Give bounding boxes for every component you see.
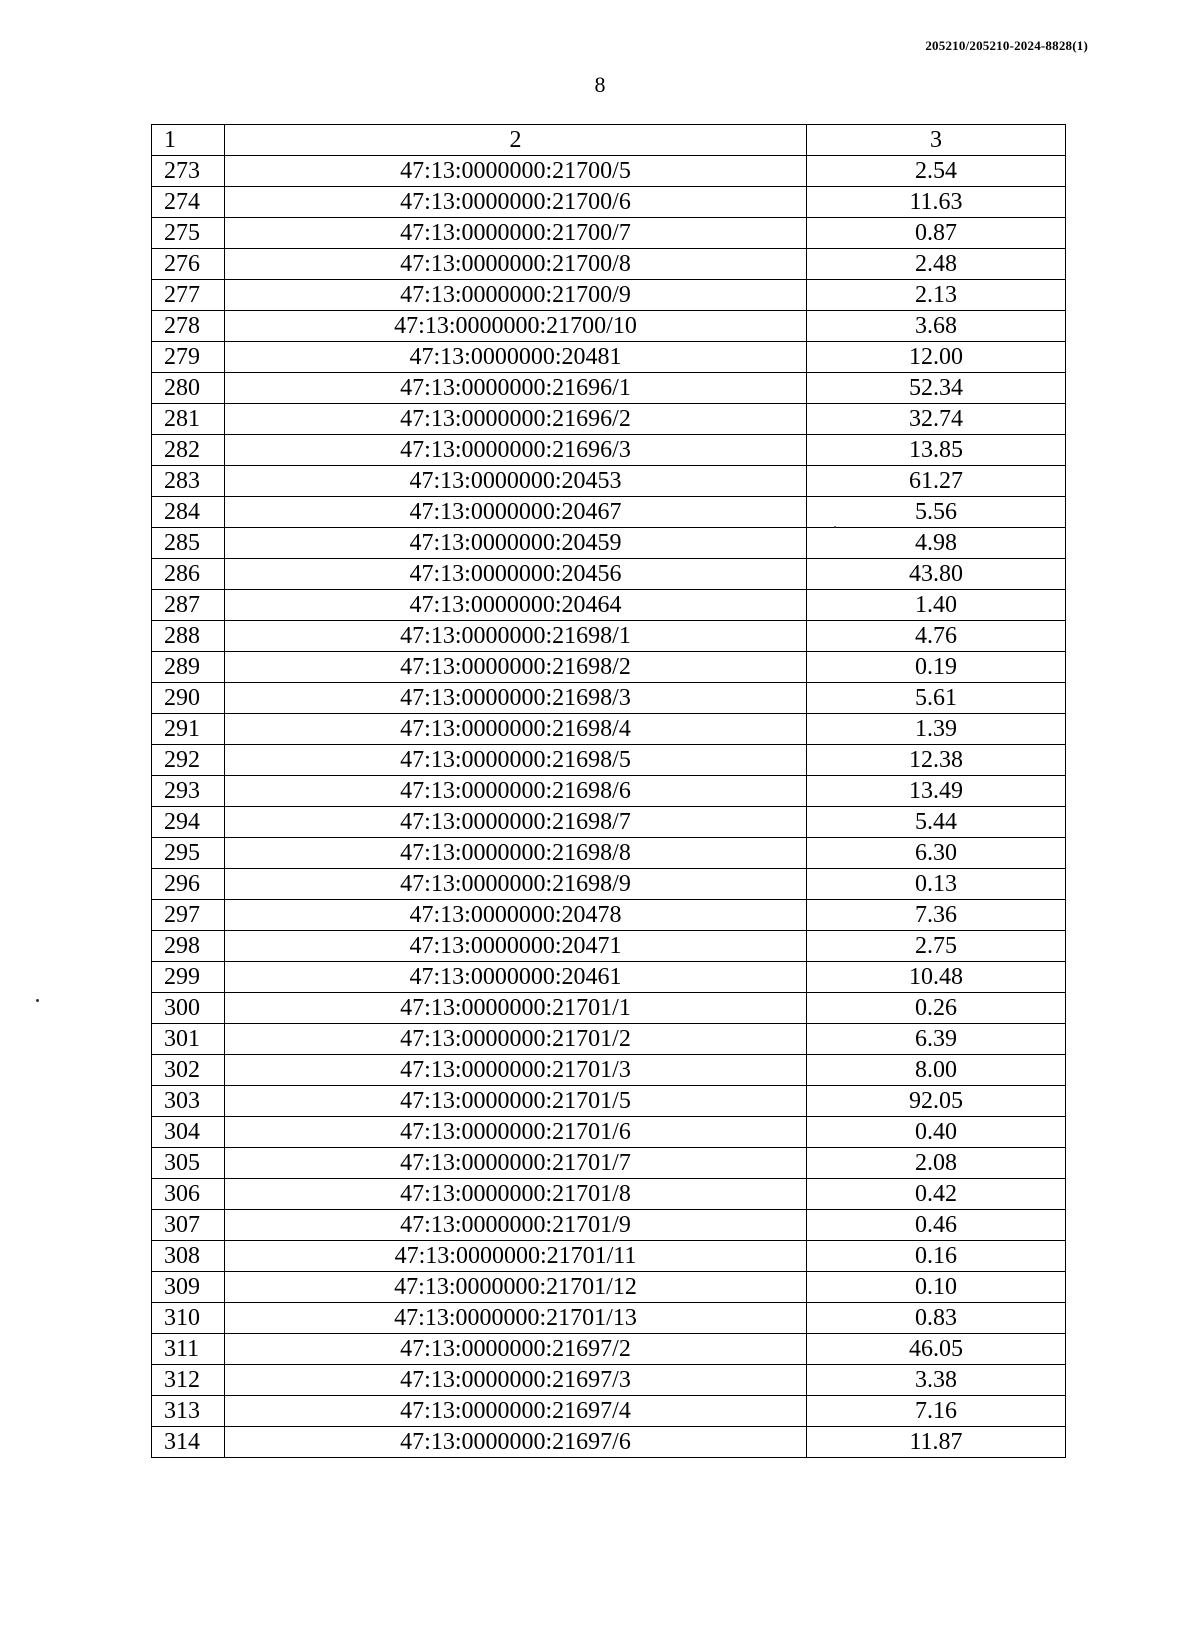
cadastral-number: 47:13:0000000:21697/4 [225, 1396, 807, 1427]
row-number: 308 [152, 1241, 225, 1272]
cadastral-number: 47:13:0000000:21698/3 [225, 683, 807, 714]
row-number: 293 [152, 776, 225, 807]
table-row [152, 373, 1066, 404]
table-row [152, 1179, 1066, 1210]
area-value: 0.16 [807, 1241, 1066, 1272]
row-number: 289 [152, 652, 225, 683]
cadastral-number: 47:13:0000000:21700/8 [225, 249, 807, 280]
row-number: 300 [152, 993, 225, 1024]
cadastral-number: 47:13:0000000:21698/4 [225, 714, 807, 745]
table-row [152, 466, 1066, 497]
table-body [152, 125, 1066, 1458]
area-value: 11.63 [807, 187, 1066, 218]
table-row [152, 869, 1066, 900]
cadastral-number: 47:13:0000000:20459 [225, 528, 807, 559]
row-number: 298 [152, 931, 225, 962]
row-number: 285 [152, 528, 225, 559]
cadastral-number: 47:13:0000000:21701/3 [225, 1055, 807, 1086]
row-number: 277 [152, 280, 225, 311]
area-value: 1.39 [807, 714, 1066, 745]
area-value: 2.48 [807, 249, 1066, 280]
table-row [152, 590, 1066, 621]
cadastral-number: 47:13:0000000:20464 [225, 590, 807, 621]
area-value: 6.39 [807, 1024, 1066, 1055]
column-header-3: 3 [807, 125, 1066, 156]
table-row [152, 249, 1066, 280]
table-row [152, 1396, 1066, 1427]
cadastral-number: 47:13:0000000:21701/5 [225, 1086, 807, 1117]
cadastral-number: 47:13:0000000:20481 [225, 342, 807, 373]
area-value: 4.76 [807, 621, 1066, 652]
row-number: 280 [152, 373, 225, 404]
row-number: 304 [152, 1117, 225, 1148]
area-value: 6.30 [807, 838, 1066, 869]
area-value: 2.54 [807, 156, 1066, 187]
area-value: 13.49 [807, 776, 1066, 807]
row-number: 284 [152, 497, 225, 528]
table-row [152, 342, 1066, 373]
table-row [152, 1272, 1066, 1303]
area-value: 13.85 [807, 435, 1066, 466]
table-row [152, 1334, 1066, 1365]
table-row [152, 776, 1066, 807]
table-row [152, 1148, 1066, 1179]
document-reference: 205210/205210-2024-8828(1) [925, 38, 1088, 53]
table-row [152, 962, 1066, 993]
area-value: 0.13 [807, 869, 1066, 900]
cadastral-number: 47:13:0000000:21696/3 [225, 435, 807, 466]
row-number: 296 [152, 869, 225, 900]
row-number: 274 [152, 187, 225, 218]
row-number: 299 [152, 962, 225, 993]
cadastral-number: 47:13:0000000:21697/3 [225, 1365, 807, 1396]
table-header-row [152, 125, 1066, 156]
cadastral-number: 47:13:0000000:20467 [225, 497, 807, 528]
cadastral-table [151, 124, 1066, 1458]
area-value: 5.44 [807, 807, 1066, 838]
area-value: 43.80 [807, 559, 1066, 590]
area-value: 10.48 [807, 962, 1066, 993]
area-value: 0.40 [807, 1117, 1066, 1148]
table-row [152, 931, 1066, 962]
cadastral-number: 47:13:0000000:20478 [225, 900, 807, 931]
row-number: 273 [152, 156, 225, 187]
table-row [152, 156, 1066, 187]
table-row [152, 1365, 1066, 1396]
area-value: 11.87 [807, 1427, 1066, 1458]
cadastral-number: 47:13:0000000:21698/7 [225, 807, 807, 838]
table-row [152, 1241, 1066, 1272]
area-value: 0.42 [807, 1179, 1066, 1210]
cadastral-number: 47:13:0000000:21700/5 [225, 156, 807, 187]
cadastral-number: 47:13:0000000:20456 [225, 559, 807, 590]
row-number: 312 [152, 1365, 225, 1396]
area-value: 2.13 [807, 280, 1066, 311]
row-number: 282 [152, 435, 225, 466]
cadastral-number: 47:13:0000000:21701/6 [225, 1117, 807, 1148]
cadastral-number: 47:13:0000000:21700/7 [225, 218, 807, 249]
table-row [152, 993, 1066, 1024]
cadastral-number: 47:13:0000000:21701/11 [225, 1241, 807, 1272]
page-number: 8 [594, 72, 606, 97]
column-header-2: 2 [225, 125, 807, 156]
table-row [152, 559, 1066, 590]
row-number: 279 [152, 342, 225, 373]
area-value: 5.61 [807, 683, 1066, 714]
row-number: 305 [152, 1148, 225, 1179]
cadastral-number: 47:13:0000000:21698/5 [225, 745, 807, 776]
cadastral-number: 47:13:0000000:21697/6 [225, 1427, 807, 1458]
row-number: 291 [152, 714, 225, 745]
area-value: 52.34 [807, 373, 1066, 404]
row-number: 303 [152, 1086, 225, 1117]
cadastral-number: 47:13:0000000:21701/7 [225, 1148, 807, 1179]
table-row [152, 807, 1066, 838]
cadastral-number: 47:13:0000000:21698/2 [225, 652, 807, 683]
cadastral-number: 47:13:0000000:20461 [225, 962, 807, 993]
area-value: 0.10 [807, 1272, 1066, 1303]
cadastral-number: 47:13:0000000:21701/2 [225, 1024, 807, 1055]
area-value: 3.68 [807, 311, 1066, 342]
area-value: 32.74 [807, 404, 1066, 435]
cadastral-number: 47:13:0000000:21700/6 [225, 187, 807, 218]
table-row [152, 900, 1066, 931]
row-number: 307 [152, 1210, 225, 1241]
row-number: 310 [152, 1303, 225, 1334]
cadastral-number: 47:13:0000000:21701/9 [225, 1210, 807, 1241]
table-row [152, 187, 1066, 218]
area-value: 0.26 [807, 993, 1066, 1024]
table-row [152, 652, 1066, 683]
row-number: 301 [152, 1024, 225, 1055]
area-value: 8.00 [807, 1055, 1066, 1086]
table-row [152, 621, 1066, 652]
row-number: 294 [152, 807, 225, 838]
area-value: 2.75 [807, 931, 1066, 962]
area-value: 2.08 [807, 1148, 1066, 1179]
row-number: 276 [152, 249, 225, 280]
area-value: 7.36 [807, 900, 1066, 931]
area-value: 92.05 [807, 1086, 1066, 1117]
row-number: 286 [152, 559, 225, 590]
row-number: 314 [152, 1427, 225, 1458]
area-value: 0.19 [807, 652, 1066, 683]
table-row [152, 1117, 1066, 1148]
table-row [152, 1055, 1066, 1086]
cadastral-number: 47:13:0000000:21698/6 [225, 776, 807, 807]
cadastral-number: 47:13:0000000:21698/9 [225, 869, 807, 900]
row-number: 281 [152, 404, 225, 435]
cadastral-number: 47:13:0000000:21700/9 [225, 280, 807, 311]
row-number: 288 [152, 621, 225, 652]
area-value: 0.83 [807, 1303, 1066, 1334]
cadastral-number: 47:13:0000000:20453 [225, 466, 807, 497]
area-value: 1.40 [807, 590, 1066, 621]
cadastral-number: 47:13:0000000:21701/12 [225, 1272, 807, 1303]
table-row [152, 404, 1066, 435]
row-number: 290 [152, 683, 225, 714]
row-number: 292 [152, 745, 225, 776]
table-row [152, 218, 1066, 249]
scan-speck [36, 999, 39, 1002]
table-row [152, 497, 1066, 528]
cadastral-number: 47:13:0000000:21701/1 [225, 993, 807, 1024]
row-number: 306 [152, 1179, 225, 1210]
row-number: 278 [152, 311, 225, 342]
table-row [152, 1427, 1066, 1458]
cadastral-number: 47:13:0000000:21696/1 [225, 373, 807, 404]
area-value: 0.46 [807, 1210, 1066, 1241]
table-row [152, 280, 1066, 311]
row-number: 283 [152, 466, 225, 497]
row-number: 295 [152, 838, 225, 869]
cadastral-number: 47:13:0000000:21696/2 [225, 404, 807, 435]
table-row [152, 311, 1066, 342]
table-row [152, 1024, 1066, 1055]
area-value: 7.16 [807, 1396, 1066, 1427]
cadastral-number: 47:13:0000000:21698/1 [225, 621, 807, 652]
area-value: 61.27 [807, 466, 1066, 497]
table-row [152, 745, 1066, 776]
row-number: 309 [152, 1272, 225, 1303]
cadastral-number: 47:13:0000000:21697/2 [225, 1334, 807, 1365]
cadastral-number: 47:13:0000000:20471 [225, 931, 807, 962]
table-row [152, 435, 1066, 466]
row-number: 275 [152, 218, 225, 249]
cadastral-number: 47:13:0000000:21700/10 [225, 311, 807, 342]
row-number: 311 [152, 1334, 225, 1365]
area-value: 3.38 [807, 1365, 1066, 1396]
area-value: 12.00 [807, 342, 1066, 373]
cadastral-number: 47:13:0000000:21698/8 [225, 838, 807, 869]
row-number: 313 [152, 1396, 225, 1427]
table-row [152, 714, 1066, 745]
area-value: 4.98 [807, 528, 1066, 559]
row-number: 302 [152, 1055, 225, 1086]
scan-speck [834, 526, 836, 528]
table-row [152, 1210, 1066, 1241]
area-value: 0.87 [807, 218, 1066, 249]
table-row [152, 838, 1066, 869]
cadastral-number: 47:13:0000000:21701/13 [225, 1303, 807, 1334]
table-row [152, 683, 1066, 714]
row-number: 297 [152, 900, 225, 931]
area-value: 12.38 [807, 745, 1066, 776]
cadastral-number: 47:13:0000000:21701/8 [225, 1179, 807, 1210]
row-number: 287 [152, 590, 225, 621]
area-value: 5.56 [807, 497, 1066, 528]
area-value: 46.05 [807, 1334, 1066, 1365]
table-row [152, 528, 1066, 559]
table-row [152, 1086, 1066, 1117]
table-row [152, 1303, 1066, 1334]
column-header-1: 1 [152, 125, 225, 156]
